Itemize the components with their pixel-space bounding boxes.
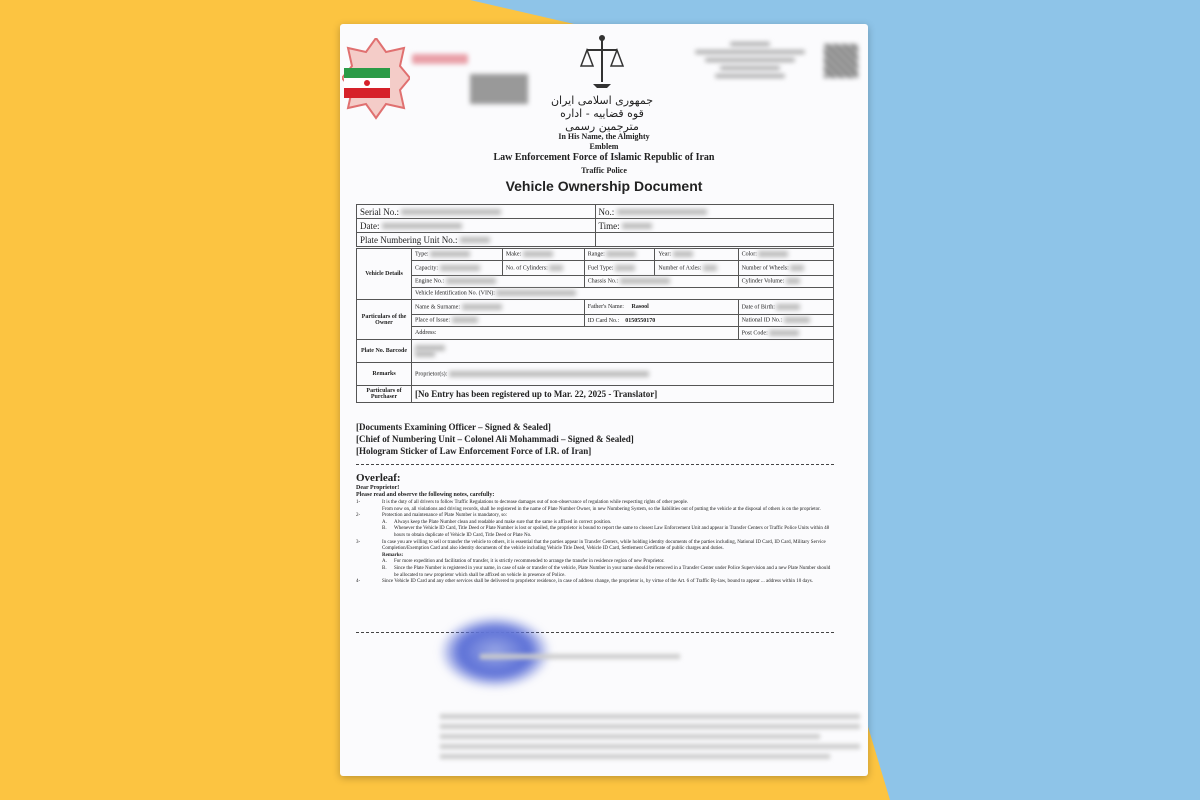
purchaser-note: [No Entry has been registered up to Mar. 22, 2025 - Translator] <box>412 386 834 403</box>
judiciary-scales-icon <box>579 32 625 92</box>
signature-line-3: [Hologram Sticker of Law Enforcement Force of I.R. of Iran] <box>356 446 592 456</box>
blue-seal-stamp-blurred <box>440 616 550 688</box>
note-4: 4- Since Vehicle ID Card and any other services shall be delivered to proprietor residence, in case of address change, the proprietor is, by virtue of the Art. 6 of Traffic By-law, bound to appear ... address within 10 days. <box>356 579 813 585</box>
signature-line-1: [Documents Examining Officer – Signed & Sealed] <box>356 422 551 432</box>
iran-flag-emblem-icon <box>342 38 410 138</box>
date-cell: Date: <box>357 219 596 233</box>
vehicle-section-label: Vehicle Details <box>357 249 412 300</box>
document-paper <box>340 24 868 776</box>
overleaf-title: Overleaf: <box>356 472 401 484</box>
note-1: 1- It is the duty of all drivers to follow Traffic Regulations to decrease damages out of non-observance of regulation while respecting rights of other people. <box>356 500 689 505</box>
dashed-divider <box>356 464 834 465</box>
header-dept: Traffic Police <box>581 166 627 175</box>
qr-code-blurred <box>824 44 858 78</box>
barcode-blurred <box>470 74 528 104</box>
document-title: Vehicle Ownership Document <box>505 178 703 194</box>
note-2: 2- Protection and maintenance of Plate Number is mandatory, so: <box>356 513 508 519</box>
note-3: 3- In case you are willing to sell or transfer the vehicle to others, it is essential that the parties appear in Transfer Centers, while holding identity documents of the parties including, National ID Card, ID Card, Military Service Completion/Exemption Card and also identity documents of the vehicle including Vehicle Title Deed, Vehicle ID Card, Settlement Certificate of public charges and duties. <box>356 539 826 552</box>
please-read: Please read and observe the following notes, carefully: <box>356 492 495 498</box>
header-org: Law Enforcement Force of Islamic Republic of Iran <box>493 152 715 163</box>
serial-table <box>356 204 834 247</box>
dashed-divider-2 <box>356 632 834 633</box>
plate-section-label: Plate No. Barcode <box>357 340 412 363</box>
owner-section-label: Particulars of the Owner <box>357 300 412 340</box>
serial-cell: Serial No.: <box>357 205 596 219</box>
red-stamp-blurred <box>412 54 468 64</box>
details-table: Vehicle Details Type: Make: Range: Year: Color: Capacity: No. of Cylinders: Fuel Type: Number of Axles: Number of Wheels: Engine No.: Chassis No.: Cylinder Volume: Vehicle Identification No. (VIN): Particulars of the Owner Name & Surname: Father's Name: Rasool Date of Birth: Place of Issue: ID Card No.: 0150550170 National ID No.: Address: Post Code: Plate No. Barcode Remarks Proprietor(s): Particulars of Purchaser [No Entry has been registered up to Mar. 22, 2025 - Translator] <box>356 248 834 403</box>
plate-unit-cell: Plate Numbering Unit No.: <box>357 233 596 247</box>
no-cell: No.: <box>595 205 834 219</box>
dear-proprietor: Dear Proprietor! <box>356 485 400 491</box>
header-emblem: Emblem <box>589 142 619 151</box>
header-in-his-name: In His Name, the Almighty <box>558 132 650 141</box>
signature-line-2: [Chief of Numbering Unit – Colonel Ali Mohammadi – Signed & Sealed] <box>356 434 634 444</box>
time-cell: Time: <box>595 219 834 233</box>
translator-info-blurred <box>686 38 814 82</box>
overleaf-notes: 1- It is the duty of all drivers to follow Traffic Regulations to decrease damages out of non-observance of regulation while respecting rights of other people. From now on, all violations and driving records, shall be registered in the name of Plate Number Owner, in new Numbering System, so the liabilities out of putting the vehicle at the disposal of others is on the proprietor. 2- Protection and maintenance of Plate Number is mandatory, so: A. Always keep the Plate Number clean and readable and make sure that the same is affixed in correct position. B. Whenever the Vehicle ID Card, Title Deed or Plate Number is lost or spoiled, the proprietor is bound to report the same to closest Law Enforcement Unit and appear in Transfer Centers or Traffic Police Units within 48 hours to obtain duplicate of Vehicle ID Card, Title Deed or Plate No. 3- In case you are willing to sell or transfer the vehicle to others, it is essential that the parties appear in Transfer Centers, while holding identity documents of the parties including, National ID Card, ID Card, Military Service Completion/Exemption Card and also identity documents of the vehicle including Vehicle Title Deed, Vehicle ID Card, Settlement Certificate of public charges and duties. Remarks: A. For more expedition and facilitation of transfer, it is strictly recommended to arrange the transfer in residence region of new Proprietor. B. Since the Plate Number is registered in your name, in case of sale or transfer of the vehicle, Plate Number in your name should be removed in a Transfer Center under Police Supervision and a new Plate Number should be allocated to new proprietor which shall be affixed on vehicle in presence of Police. 4- Since Vehicle ID Card and any other services shall be delivered to proprietor residence, in case of address change, the proprietor is, by virtue of the Art. 6 of Traffic By-law, bound to appear ... address within 10 days. <box>356 500 834 586</box>
purchaser-section-label: Particulars of Purchaser <box>357 386 412 403</box>
remarks-section-label: Remarks <box>357 363 412 386</box>
persian-header-text: جمهوری اسلامی ایران قوه قضاییه - اداره مترجمین رسمی <box>550 94 654 133</box>
